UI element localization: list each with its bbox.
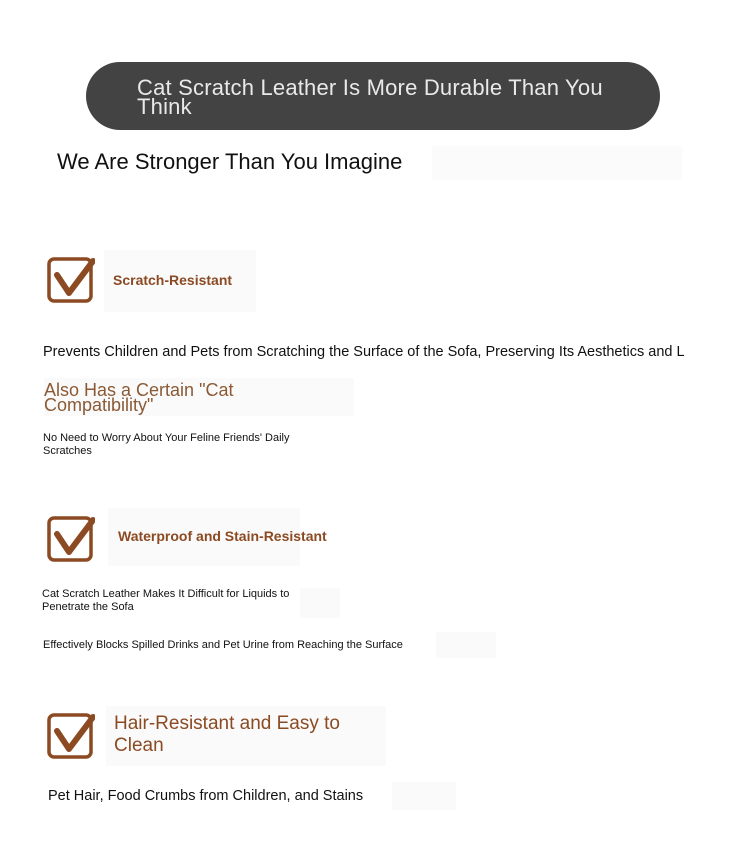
section-description: Pet Hair, Food Crumbs from Children, and Stains — [48, 788, 364, 804]
banner-title: Cat Scratch Leather Is More Durable Than You Think — [137, 75, 603, 119]
headline-shade — [432, 146, 682, 180]
checkbox-check-icon — [47, 711, 95, 759]
section-description: Cat Scratch Leather Makes It Difficult for Liquids to Penetrate the Sofa — [42, 588, 290, 613]
section-description-2: Effectively Blocks Spilled Drinks and Pet Urine from Reaching the Surface — [43, 639, 403, 651]
description-shade — [436, 632, 496, 658]
subsection-description: No Need to Worry About Your Feline Friends' Daily Scratches — [43, 432, 290, 457]
checkbox-check-icon — [47, 255, 95, 303]
description-shade — [392, 782, 456, 810]
section-title-waterproof: Waterproof and Stain-Resistant — [118, 528, 327, 544]
section-title-hair-resistant: Hair-Resistant and Easy to Clean — [114, 713, 340, 756]
checkbox-check-icon — [47, 514, 95, 562]
page-headline: We Are Stronger Than You Imagine — [57, 149, 403, 174]
section-description: Prevents Children and Pets from Scratching the Surface of the Sofa, Preserving Its Aesthetics and L — [43, 344, 685, 360]
section-title-scratch-resistant: Scratch-Resistant — [113, 272, 233, 288]
subsection-title: Also Has a Certain "Cat Compatibility" — [44, 380, 234, 415]
